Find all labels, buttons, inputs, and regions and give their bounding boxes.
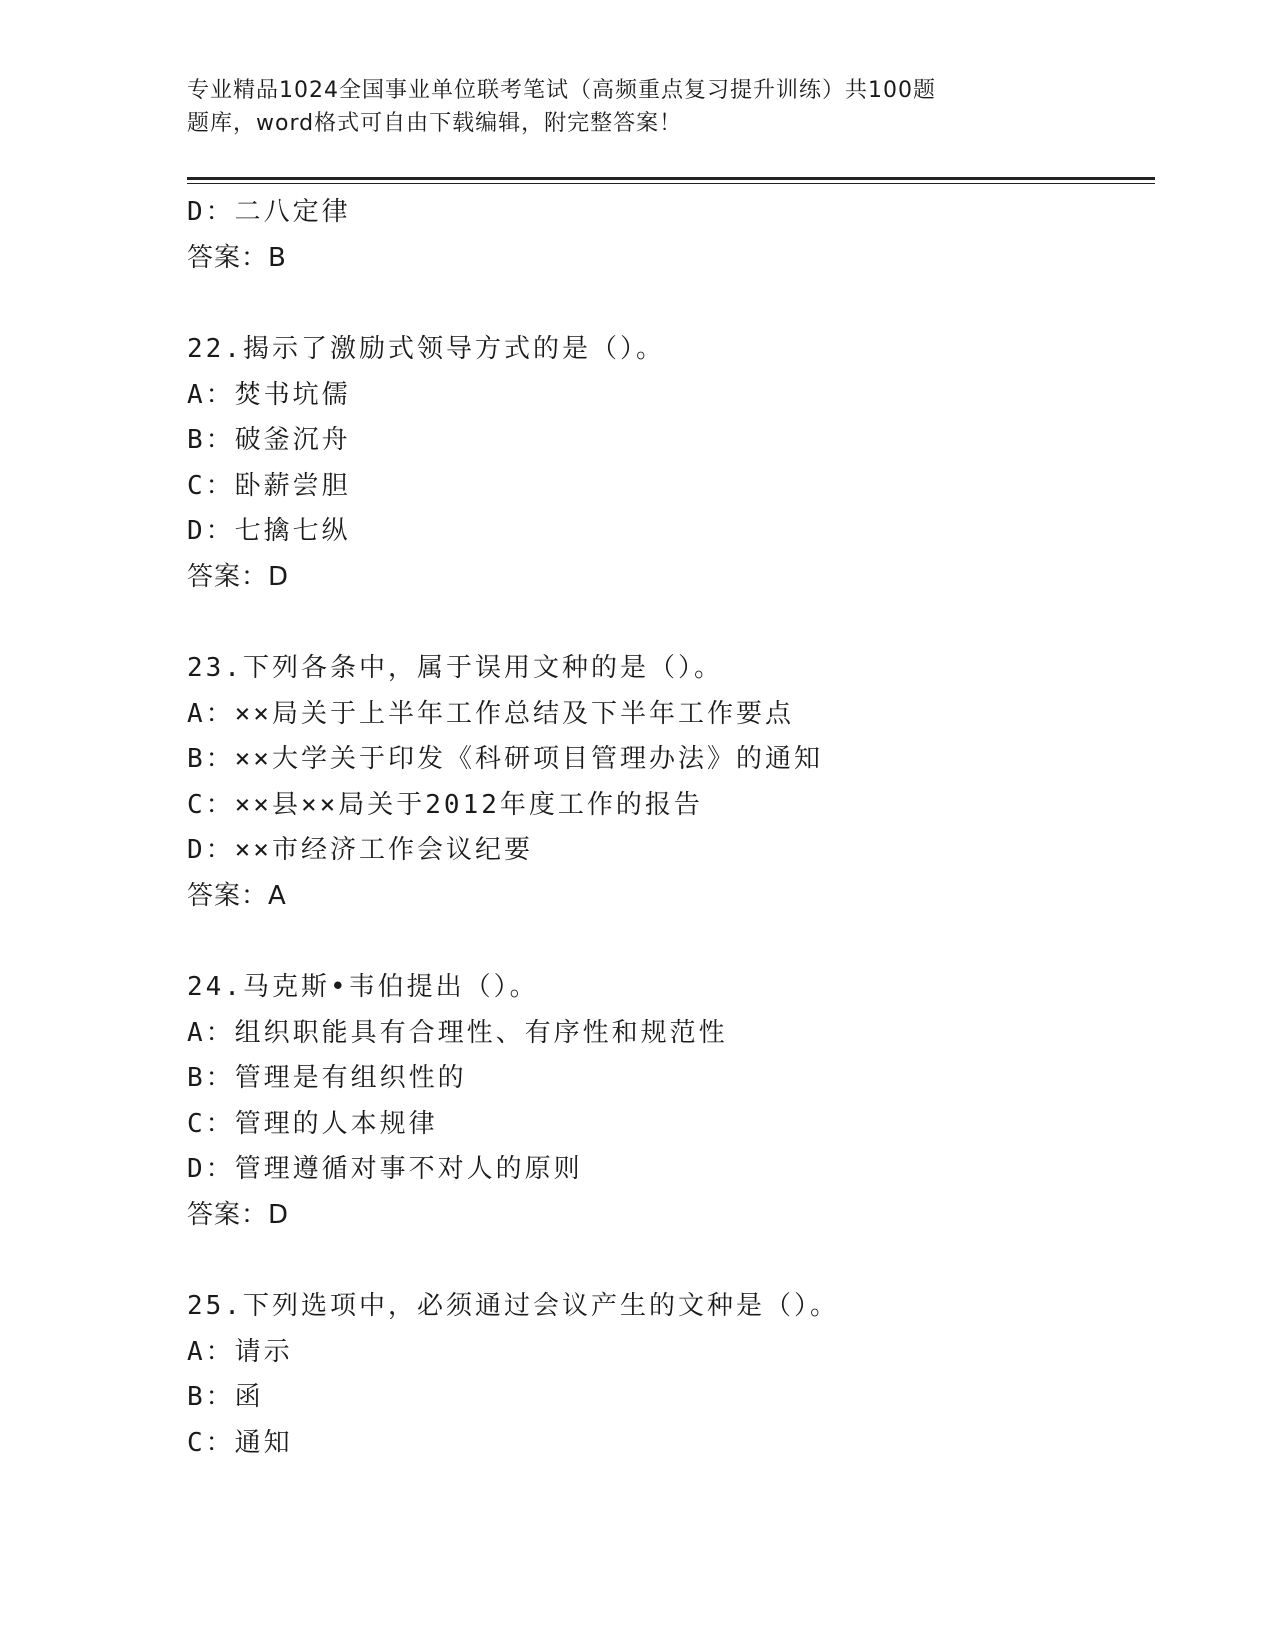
question-stem: 25.下列选项中，必须通过会议产生的文种是（）。 xyxy=(187,1291,839,1321)
option-c: C：××县××局关于2012年度工作的报告 xyxy=(187,789,703,820)
header-title-line-2: 题库，word格式可自由下载编辑，附完整答案！ xyxy=(187,111,683,136)
answer-line: 答案：A xyxy=(187,880,287,911)
option-b: B：管理是有组织性的 xyxy=(187,1063,467,1093)
header-divider-thin xyxy=(187,183,1155,184)
question-24 xyxy=(187,965,1155,1238)
spacer xyxy=(187,919,1155,965)
spacer xyxy=(187,600,1155,646)
option-a: A：请示 xyxy=(187,1336,293,1367)
option-a: A：组织职能具有合理性、有序性和规范性 xyxy=(187,1017,728,1048)
answer-line: 答案：D xyxy=(187,1199,290,1230)
option-b: B：××大学关于印发《科研项目管理办法》的通知 xyxy=(187,744,823,774)
option-b: B：破釜沉舟 xyxy=(187,425,351,455)
question-22 xyxy=(187,327,1155,600)
spacer xyxy=(187,281,1155,327)
question-stem: 23.下列各条中，属于误用文种的是（）。 xyxy=(187,653,723,683)
option-a: A：焚书坑儒 xyxy=(187,379,351,410)
question-stem: 22.揭示了激励式领导方式的是（）。 xyxy=(187,334,665,364)
document-header xyxy=(187,74,1007,140)
option-d: D：管理遵循对事不对人的原则 xyxy=(187,1154,583,1184)
question-23 xyxy=(187,646,1155,919)
answer-line: 答案：B xyxy=(187,242,287,273)
option-c: C：管理的人本规律 xyxy=(187,1108,438,1139)
question-fragment-21 xyxy=(187,190,1155,281)
option-c: C：通知 xyxy=(187,1427,293,1458)
option-b: B：函 xyxy=(187,1382,264,1412)
question-stem: 24.马克斯•韦伯提出（）。 xyxy=(187,972,539,1002)
answer-line: 答案：D xyxy=(187,561,290,592)
option-d: D：七擒七纵 xyxy=(187,516,351,546)
option-d: D：××市经济工作会议纪要 xyxy=(187,835,533,865)
option-a: A：××局关于上半年工作总结及下半年工作要点 xyxy=(187,698,794,729)
question-25 xyxy=(187,1284,1155,1466)
option-d: D：二八定律 xyxy=(187,197,351,227)
question-list xyxy=(187,190,1155,1466)
spacer xyxy=(187,1238,1155,1284)
option-c: C：卧薪尝胆 xyxy=(187,470,351,501)
header-divider-thick xyxy=(187,177,1155,180)
header-title-line-1: 专业精品1024全国事业单位联考笔试（高频重点复习提升训练）共100题 xyxy=(187,78,936,103)
